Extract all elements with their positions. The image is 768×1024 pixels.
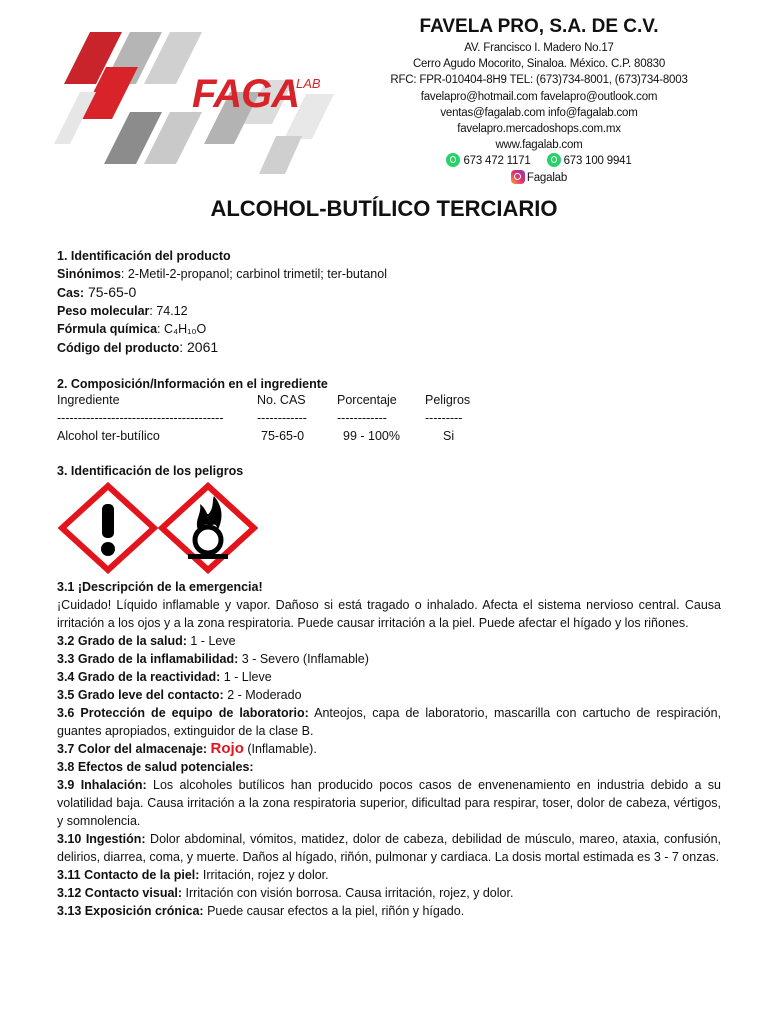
s39-label: 3.9 Inhalación: xyxy=(57,778,147,792)
storage-color-value: Rojo xyxy=(210,740,244,757)
section-1-heading: 1. Identificación del producto xyxy=(57,249,231,263)
s313-text: Puede causar efectos a la piel, riñón y hígado. xyxy=(203,904,465,918)
product-code-label: Código del producto xyxy=(57,341,180,355)
cell-percent: 99 - 100% xyxy=(343,429,400,443)
instagram-icon xyxy=(511,170,525,184)
s35-label: 3.5 Grado leve del contacto: xyxy=(57,688,224,702)
instagram-handle: Fagalab xyxy=(526,171,568,184)
s37-label: 3.7 Color del almacenaje: xyxy=(57,742,208,756)
s36-text: Anteojos, capa de laboratorio, mascarilla con cartucho de respiración, guantes apropiados, extinguidor de la clase B. xyxy=(57,706,721,738)
cell-cas: 75-65-0 xyxy=(261,429,305,443)
table-row xyxy=(57,429,497,447)
formula-label: Fórmula química xyxy=(57,322,158,336)
s32-text: 1 - Leve xyxy=(186,634,236,648)
company-name: FAVELA PRO, S.A. DE C.V. xyxy=(419,16,659,37)
s32-label: 3.2 Grado de la salud: xyxy=(57,634,187,648)
company-logo xyxy=(44,24,344,174)
table-header-row xyxy=(57,393,497,411)
cas-value: 75-65-0 xyxy=(84,284,137,300)
synonyms-label: Sinónimos xyxy=(57,267,121,281)
synonyms-value: : 2-Metil-2-propanol; carbinol trimetil; ter-butanol xyxy=(120,267,387,281)
col-header-percent: Porcentaje xyxy=(337,393,397,407)
table-divider-row xyxy=(57,411,497,429)
cell-hazards: Si xyxy=(443,429,455,443)
product-code-value: : 2061 xyxy=(179,339,219,355)
logo-subtext: LAB xyxy=(296,76,321,91)
col-header-hazards: Peligros xyxy=(425,393,471,407)
oxidizer-icon xyxy=(158,482,258,574)
cell-ingredient: Alcohol ter-butílico xyxy=(57,429,160,443)
divider-cas: ------------ xyxy=(257,411,307,425)
s313-label: 3.13 Exposición crónica: xyxy=(57,904,204,918)
molecular-weight-value: : 74.12 xyxy=(149,304,188,318)
section-3-heading: 3. Identificación de los peligros xyxy=(57,464,244,478)
whatsapp-line xyxy=(344,153,734,169)
document-title: ALCOHOL-BUTÍLICO TERCIARIO xyxy=(210,196,558,221)
col-header-ingredient: Ingrediente xyxy=(57,393,120,407)
formula-value: : C₄H₁₀O xyxy=(157,322,207,336)
cas-label: Cas: xyxy=(57,286,85,300)
section-1 xyxy=(57,247,721,357)
s33-text: 3 - Severo (Inflamable) xyxy=(238,652,369,666)
whatsapp-number-1: 673 472 1171 xyxy=(463,155,531,168)
s310-text: Dolor abdominal, vómitos, matidez, dolor de cabeza, debilidad de músculo, mareo, ataxia, confusión, delirios, diarrea, coma, y muerte. Daños al hígado, riñón, pulmonar y cardiaca. La dosis mortal estimada es 3 - 7 onzas. xyxy=(57,832,721,864)
s36-label: 3.6 Protección de equipo de laboratorio: xyxy=(57,706,309,720)
address-line-1: AV. Francisco I. Madero No.17 xyxy=(464,42,614,54)
s37-text: (Inflamable). xyxy=(243,742,317,756)
rfc-phone-line: RFC: FPR-010404-8H9 TEL: (673)734-8001, (673)734-8003 xyxy=(390,74,688,87)
divider-percent: ------------ xyxy=(337,411,387,425)
divider-ingredient: ---------------------------------------- xyxy=(57,411,224,425)
s34-label: 3.4 Grado de la reactividad: xyxy=(57,670,221,684)
composition-table xyxy=(57,393,497,447)
s38-label: 3.8 Efectos de salud potenciales: xyxy=(57,760,254,774)
instagram-line xyxy=(344,170,734,186)
s312-text: Irritación con visión borrosa. Causa irritación, rojez, y dolor. xyxy=(182,886,514,900)
section-2-heading: 2. Composición/Información en el ingrediente xyxy=(57,377,328,391)
s31-text: ¡Cuidado! Líquido inflamable y vapor. Dañoso si está tragado o inhalado. Afecta el sistema nervioso central. Causa irritación a los ojos y a la zona respiratoria. Puede causar irritación a la piel. Puede afectar el hígado y los riñones. xyxy=(57,598,721,630)
exclamation-icon xyxy=(58,482,158,574)
whatsapp-number-2: 673 100 9941 xyxy=(563,155,632,168)
email-line-1: favelapro@hotmail.com favelapro@outlook.com xyxy=(420,90,658,103)
col-header-cas: No. CAS xyxy=(257,393,306,407)
section-2-heading-wrap xyxy=(57,375,721,393)
website-link[interactable]: www.fagalab.com xyxy=(495,139,583,152)
company-info xyxy=(344,14,734,186)
whatsapp-icon xyxy=(547,153,561,167)
s31-label: 3.1 ¡Descripción de la emergencia! xyxy=(57,580,263,594)
address-line-2: Cerro Agudo Mocorito, Sinaloa. México. C.P. 80830 xyxy=(412,58,666,71)
s39-text: Los alcoholes butílicos han producido pocos casos de envenenamiento en industria debido a su volatilidad baja. Causa irritación a la zona respiratoria superior, dificultad para respirar, toser, dolor de cabeza, vértigos, y somnolencia. xyxy=(57,778,721,828)
divider-hazards: --------- xyxy=(425,411,463,425)
s310-label: 3.10 Ingestión: xyxy=(57,832,146,846)
s311-label: 3.11 Contacto de la piel: xyxy=(57,868,200,882)
email-line-2: ventas@fagalab.com info@fagalab.com xyxy=(440,106,638,119)
whatsapp-icon xyxy=(446,153,460,167)
s311-text: Irritación, rojez y dolor. xyxy=(199,868,329,882)
section-3-heading-wrap xyxy=(57,462,721,480)
s34-text: 1 - Lleve xyxy=(220,670,272,684)
section-3-body xyxy=(57,578,721,920)
logo-text: FAGA xyxy=(192,72,300,116)
shop-link[interactable]: favelapro.mercadoshops.com.mx xyxy=(457,123,621,136)
s33-label: 3.3 Grado de la inflamabilidad: xyxy=(57,652,239,666)
molecular-weight-label: Peso molecular xyxy=(57,304,150,318)
s312-label: 3.12 Contacto visual: xyxy=(57,886,183,900)
s35-text: 2 - Moderado xyxy=(223,688,302,702)
